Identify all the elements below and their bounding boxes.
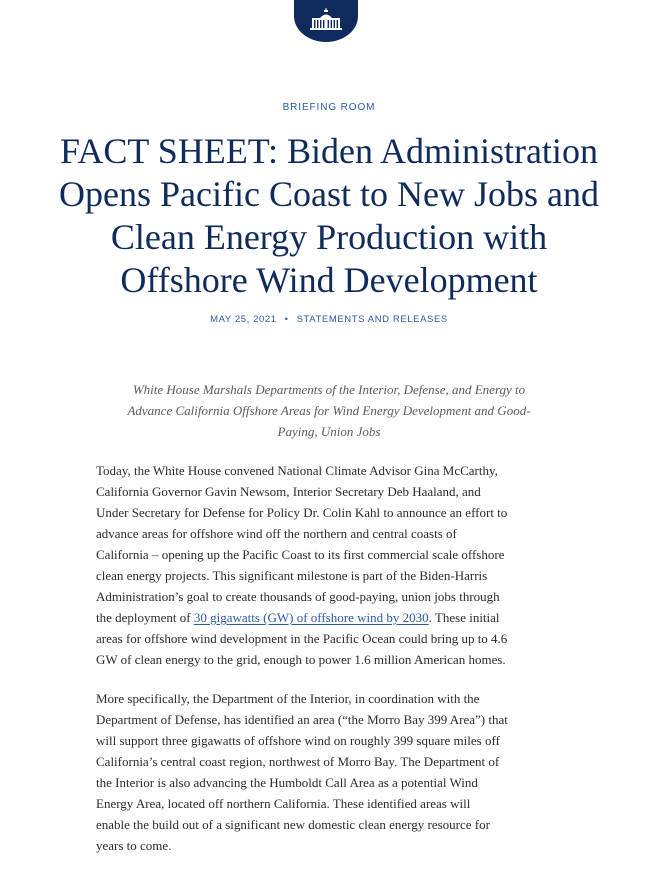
text-run: the deployment of xyxy=(96,610,194,625)
briefing-room-link[interactable]: BRIEFING ROOM xyxy=(282,102,376,113)
subhead-line: Paying, Union Jobs xyxy=(277,424,381,439)
paragraph-line: Department of Defense, has identified an area (“the Morro Bay 399 Area”) that xyxy=(96,712,508,727)
paragraph-line: areas for offshore wind development in the Pacific Ocean could bring up to 4.6 xyxy=(96,631,508,646)
page-title xyxy=(20,130,638,302)
paragraph-line: Energy Area, located off northern California. These identified areas will xyxy=(96,796,471,811)
meta-separator: • xyxy=(284,314,289,325)
paragraph-line: California’s central coast region, northwest of Morro Bay. The Department of xyxy=(96,754,500,769)
category-link[interactable]: STATEMENTS AND RELEASES xyxy=(296,314,448,325)
title-line: Offshore Wind Development xyxy=(120,260,538,300)
paragraph-line: California – opening up the Pacific Coast to its first commercial scale offshore xyxy=(96,547,505,562)
paragraph-line: will support three gigawatts of offshore wind on roughly 399 square miles off xyxy=(96,733,500,748)
body-paragraph-2 xyxy=(96,688,564,856)
title-line: FACT SHEET: Biden Administration xyxy=(60,131,598,171)
post-meta xyxy=(0,314,658,325)
subhead-line: White House Marshals Departments of the Interior, Defense, and Energy to xyxy=(132,382,526,397)
paragraph-line: clean energy projects. This significant milestone is part of the Biden-Harris xyxy=(96,568,488,583)
text-run: . These initial xyxy=(428,610,500,625)
body-paragraph-1 xyxy=(96,460,564,670)
paragraph-line: the Interior is also advancing the Humboldt Call Area as a potential Wind xyxy=(96,775,478,790)
white-house-icon xyxy=(306,8,346,34)
subhead-line: Advance California Offshore Areas for Wind Energy Development and Good- xyxy=(127,403,531,418)
paragraph-line: California Governor Gavin Newsom, Interior Secretary Deb Haaland, and xyxy=(96,484,481,499)
paragraph-line: GW of clean energy to the grid, enough to power 1.6 million American homes. xyxy=(96,652,506,667)
paragraph-line: enable the build out of a significant new domestic clean energy resource for xyxy=(96,817,490,832)
white-house-logo[interactable] xyxy=(294,0,358,42)
offshore-wind-link[interactable]: 30 gigawatts (GW) of offshore wind by 2030 xyxy=(193,610,429,625)
paragraph-line: years to come. xyxy=(96,838,172,853)
paragraph-line: More specifically, the Department of the Interior, in coordination with the xyxy=(96,691,480,706)
title-line: Clean Energy Production with xyxy=(110,217,548,257)
paragraph-line xyxy=(96,607,564,628)
paragraph-line: Administration’s goal to create thousands of good-paying, union jobs through xyxy=(96,589,500,604)
title-line: Opens Pacific Coast to New Jobs and xyxy=(59,174,599,214)
paragraph-line: Under Secretary for Defense for Policy Dr. Colin Kahl to announce an effort to xyxy=(96,505,508,520)
paragraph-line: advance areas for offshore wind off the northern and central coasts of xyxy=(96,526,457,541)
subheadline xyxy=(100,379,558,442)
post-date: MAY 25, 2021 xyxy=(210,314,277,325)
paragraph-line: Today, the White House convened National Climate Advisor Gina McCarthy, xyxy=(96,463,498,478)
